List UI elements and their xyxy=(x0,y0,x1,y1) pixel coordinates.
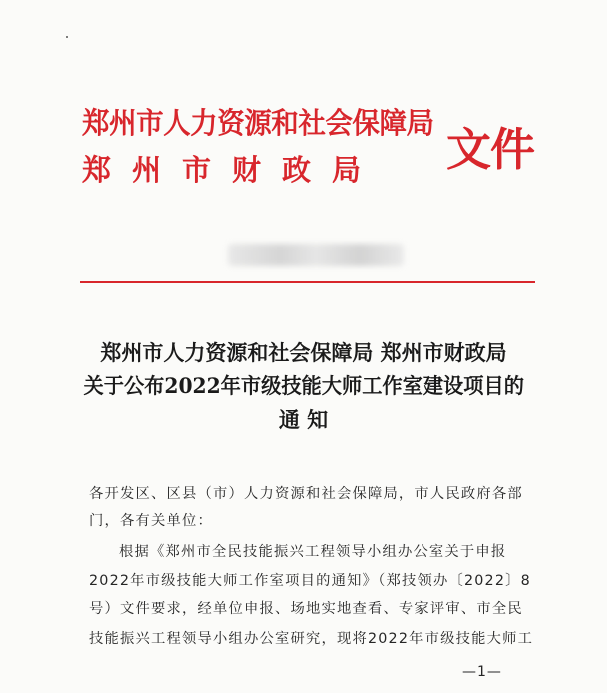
title-line-3: 通 知 xyxy=(278,407,329,432)
body-line-6: 技能振兴工程领导小组办公室研究，现将2022年市级技能大师工 xyxy=(89,631,534,647)
redacted-document-number xyxy=(228,244,404,266)
body-line-4: 2022年市级技能大师工作室项目的通知》（郑技领办〔2022〕8 xyxy=(89,573,531,589)
issuer-line-2: 郑州市财政局 xyxy=(82,153,383,187)
body-line-2: 门，各有关单位： xyxy=(89,513,213,529)
body-line-5: 号）文件要求，经单位申报、场地实地查看、专家评审、市全民 xyxy=(89,601,523,617)
title-line-1: 郑州市人力资源和社会保障局 郑州市财政局 xyxy=(100,340,507,365)
issuer-line-1: 郑州市人力资源和社会保障局 xyxy=(82,106,434,140)
body-line-3: 根据《郑州市全民技能振兴工程领导小组办公室关于申报 xyxy=(119,544,507,560)
body-line-1: 各开发区、区县（市）人力资源和社会保障局，市人民政府各部 xyxy=(89,486,523,502)
document-type-label: 文件 xyxy=(446,123,535,176)
red-divider-line xyxy=(80,281,535,283)
scan-speck xyxy=(66,36,68,38)
page-number: —1— xyxy=(462,664,502,680)
title-line-2: 关于公布2022年市级技能大师工作室建设项目的 xyxy=(83,373,524,398)
